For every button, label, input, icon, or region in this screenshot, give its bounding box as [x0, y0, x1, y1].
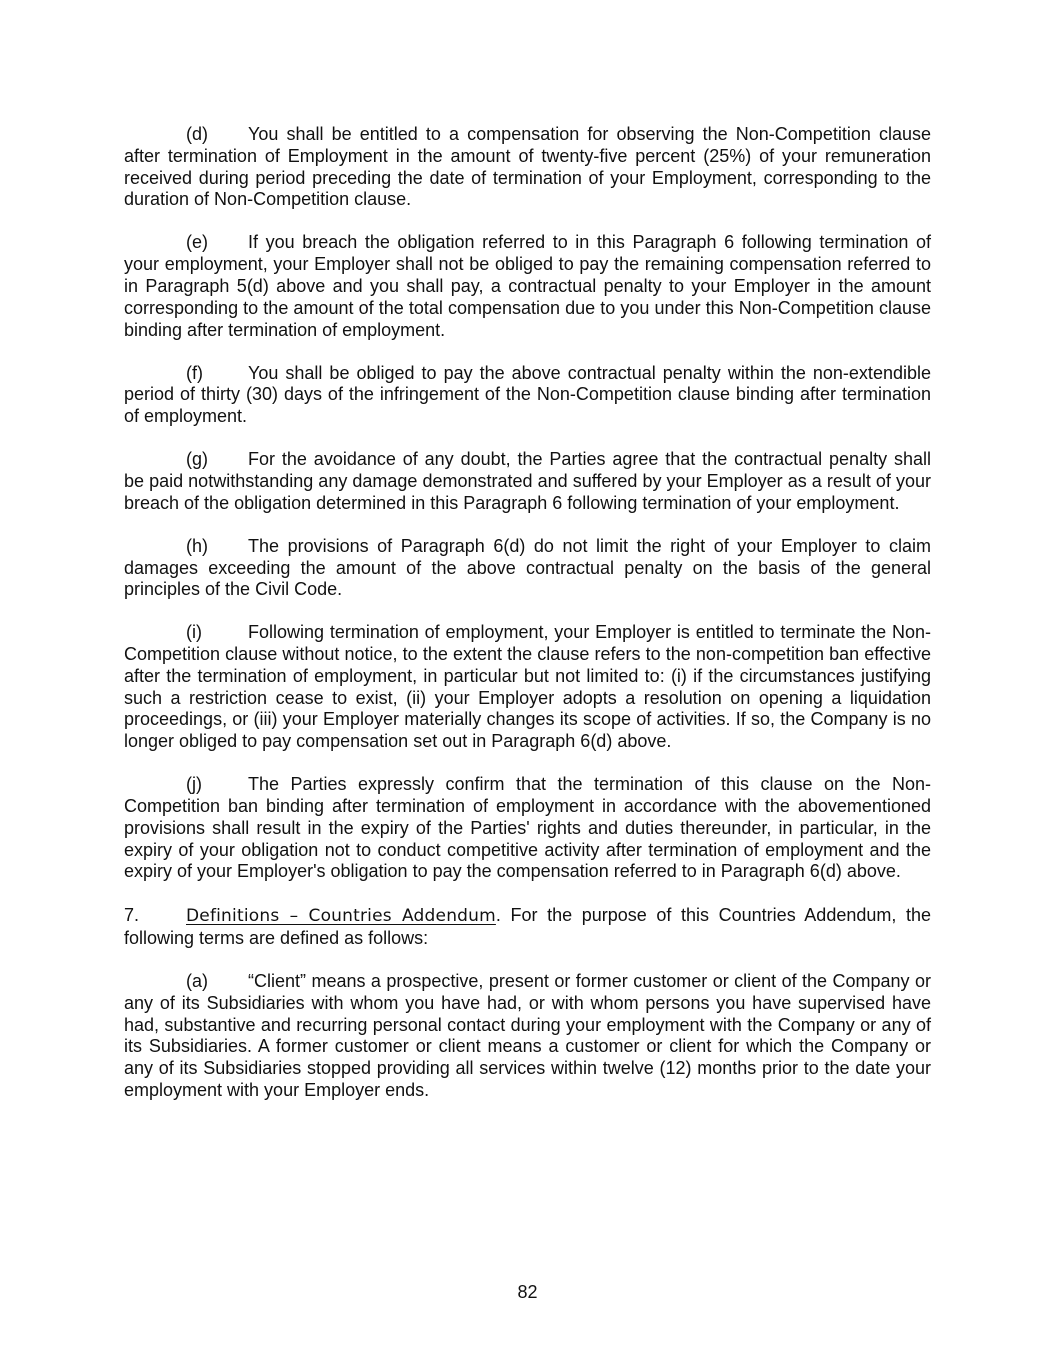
- clause-text: If you breach the obligation referred to in this Paragraph 6 following termination of your employment, your Employer shall not be obliged to pay the remaining compensation referred to in Paragraph 5(d) above and you shall pay, a contractual penalty to your Employer in the amount corresponding to the amount of the total compensation due to you under this Non-Competition clause binding after termination of employment.: [124, 232, 931, 340]
- clause-g: [124, 449, 931, 514]
- clause-label: (e): [186, 232, 208, 253]
- clause-label: (f): [186, 362, 203, 383]
- clause-text: You shall be obliged to pay the above contractual penalty within the non-extendible period of thirty (30) days of the infringement of the Non-Competition clause binding after termination of employment.: [124, 362, 931, 427]
- clause-h: [124, 536, 931, 601]
- section-number: 7.: [124, 905, 140, 926]
- clause-text: You shall be entitled to a compensation for observing the Non-Competition clause after termination of Employment in the amount of twenty-five percent (25%) of your remuneration received during period preceding the date of termination of your Employment, corresponding to the duration of Non-Competition clause.: [124, 124, 931, 210]
- clause-text: The Parties expressly confirm that the termination of this clause on the Non-Competition ban binding after termination of employment in accordance with the abovementioned provisions shall result in the expiry of the Parties' rights and duties thereunder, in particular, in the expiry of your obligation not to conduct competitive activity after termination of employment and the expiry of your Employer's obligation to pay the compensation referred to in Paragraph 6(d) above.: [124, 774, 931, 882]
- clause-label: (g): [186, 449, 208, 470]
- clause-i: [124, 622, 931, 753]
- clause-label: (h): [186, 535, 208, 556]
- section-text: . For the purpose of this Countries Addendum, the following terms are defined as follows:: [124, 905, 932, 949]
- clause-text: The provisions of Paragraph 6(d) do not limit the right of your Employer to claim damages exceeding the amount of the above contractual penalty on the basis of the general principles of the Civil Code.: [124, 535, 931, 600]
- clause-d: [124, 124, 931, 211]
- clause-label: (d): [186, 124, 208, 144]
- section-7: [124, 905, 931, 950]
- clause-f: [124, 363, 931, 428]
- clause-text: Following termination of employment, your Employer is entitled to terminate the Non-Competition clause without notice, to the extent the clause refers to the non-competition ban effective after the termination of employment, in particular but not limited to: (i) if the circumstances justifying such a restriction cease to exist, (ii) your Employer adopts a resolution on opening a liquidation proceedings, or (iii) your Employer materially changes its scope of activities. If so, the Company is no longer obliged to pay compensation set out in Paragraph 6(d) above.: [124, 622, 931, 752]
- clause-e: [124, 232, 931, 341]
- document-page: [124, 124, 931, 1123]
- clause-label: (j): [186, 774, 202, 795]
- clause-j: [124, 774, 931, 883]
- clause-text: “Client” means a prospective, present or former customer or client of the Company or any of its Subsidiaries with whom you have had, or with whom persons you have supervised have had, substantive and recurring personal contact during your employment with the Company or any of its Subsidiaries. A former customer or client means a customer or client for which the Company or any of its Subsidiaries stopped providing all services within twelve (12) months prior to the date your employment with your Employer ends.: [124, 971, 931, 1100]
- clause-label: (i): [186, 622, 202, 643]
- clause-a: [124, 971, 931, 1102]
- clause-label: (a): [186, 971, 208, 992]
- clause-text: For the avoidance of any doubt, the Parties agree that the contractual penalty shall be paid notwithstanding any damage demonstrated and suffered by your Employer as a result of your breach of the obligation determined in this Paragraph 6 following termination of your employment.: [124, 449, 931, 513]
- page-number: 82: [517, 1282, 538, 1302]
- section-heading: Definitions – Countries Addendum: [186, 906, 496, 927]
